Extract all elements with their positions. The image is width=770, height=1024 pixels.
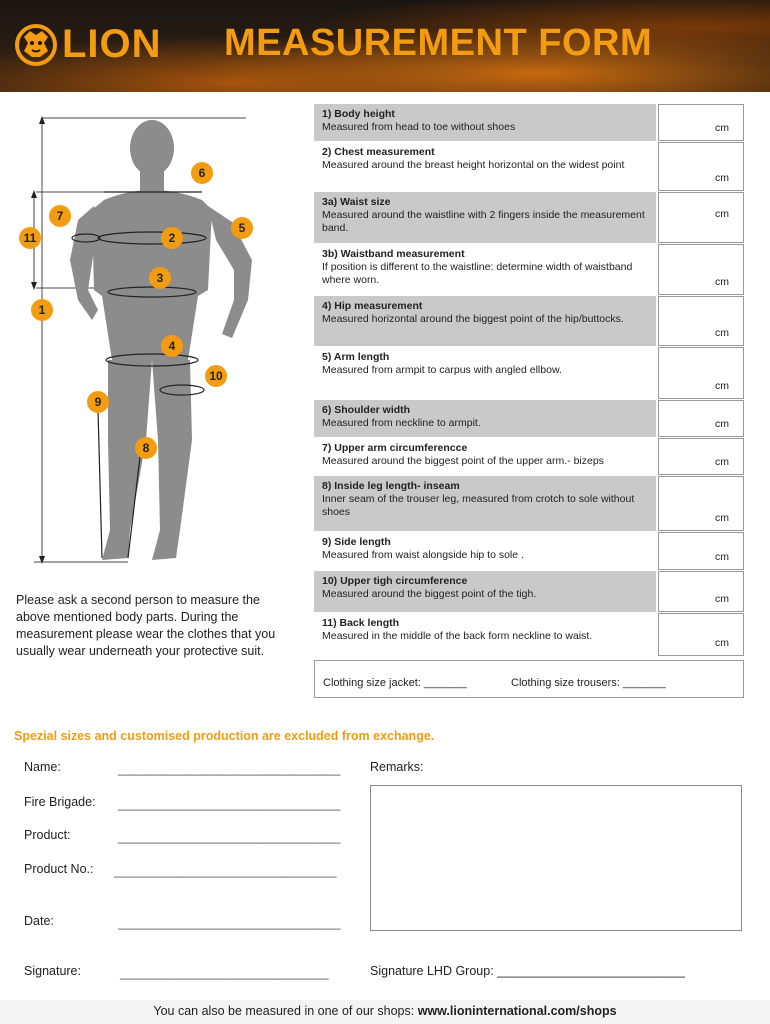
marker-5: [231, 217, 253, 239]
svg-text:6: 6: [198, 166, 206, 180]
name-field[interactable]: ________________________________: [118, 762, 341, 776]
marker-6: [191, 162, 213, 184]
marker-4: [161, 335, 183, 357]
svg-text:11: 11: [23, 231, 37, 245]
page-title: MEASUREMENT FORM: [224, 22, 653, 64]
svg-text:10: 10: [209, 369, 223, 383]
product-field[interactable]: ________________________________: [118, 830, 341, 844]
footer-text: You can also be measured in one of our shops:: [153, 1004, 418, 1018]
exchange-notice: Spezial sizes and customised production are excluded from exchange.: [14, 729, 435, 743]
measurement-input[interactable]: cm: [658, 296, 744, 346]
measurement-input[interactable]: cm: [658, 532, 744, 570]
svg-text:9: 9: [94, 395, 102, 409]
measurement-input[interactable]: cm: [658, 400, 744, 437]
svg-text:8: 8: [142, 441, 150, 455]
marker-7: [49, 205, 71, 227]
marker-11: [19, 227, 41, 249]
body-measurement-figure: [12, 110, 310, 580]
signature-label: Signature:: [24, 964, 81, 978]
header-banner: [0, 0, 770, 92]
body-silhouette: [70, 120, 252, 560]
footer: [0, 1000, 770, 1024]
measurement-row: 7) Upper arm circumferencce Measured around the biggest point of the upper arm.- bizeps cm: [314, 438, 744, 476]
measurement-input[interactable]: cm: [658, 476, 744, 531]
measurement-row: 9) Side length Measured from waist alongside hip to sole . cm: [314, 532, 744, 571]
measurement-row: 11) Back length Measured in the middle of the back form neckline to waist. cm: [314, 613, 744, 657]
date-label: Date:: [24, 914, 54, 928]
logo-text: LION: [62, 22, 162, 66]
measurement-row: 6) Shoulder width Measured from neckline to armpit. cm: [314, 400, 744, 438]
lion-head-icon: [14, 23, 58, 67]
measurement-row: 3b) Waistband measurement If position is different to the waistline: determine width of waistband where worn. cm: [314, 244, 744, 296]
marker-9: [87, 391, 109, 413]
measurement-row: 4) Hip measurement Measured horizontal around the biggest point of the hip/buttocks. cm: [314, 296, 744, 347]
product-no-field[interactable]: ________________________________: [114, 864, 337, 878]
product-label: Product:: [24, 828, 71, 842]
measurement-table: [314, 104, 744, 657]
clothing-size-jacket: Clothing size jacket: _______: [323, 677, 467, 689]
measurement-row: 10) Upper tigh circumference Measured around the biggest point of the tigh. cm: [314, 571, 744, 613]
svg-text:3: 3: [156, 271, 164, 285]
product-no-label: Product No.:: [24, 862, 94, 876]
svg-text:7: 7: [56, 209, 64, 223]
svg-text:5: 5: [238, 221, 246, 235]
measurement-input[interactable]: cm: [658, 244, 744, 295]
clothing-size-box[interactable]: [314, 660, 744, 698]
measurement-row: 1) Body height Measured from head to toe without shoes cm: [314, 104, 744, 142]
marker-2: [161, 227, 183, 249]
measurement-input[interactable]: cm: [658, 347, 744, 399]
measurement-row: 8) Inside leg length- inseam Inner seam of the trouser leg, measured from crotch to sole without shoes cm: [314, 476, 744, 532]
fire-brigade-field[interactable]: ________________________________: [118, 797, 341, 811]
name-label: Name:: [24, 760, 61, 774]
remarks-textarea[interactable]: [370, 785, 742, 931]
measurement-input[interactable]: cm: [658, 142, 744, 191]
svg-text:1: 1: [38, 303, 46, 317]
clothing-size-trousers: Clothing size trousers: _______: [511, 677, 666, 689]
svg-text:2: 2: [168, 231, 176, 245]
fire-brigade-label: Fire Brigade:: [24, 795, 96, 809]
signature-field[interactable]: ______________________________: [120, 966, 329, 980]
measurement-row: 3a) Waist size Measured around the waistline with 2 fingers inside the measurement band. cm: [314, 192, 744, 244]
marker-1: [31, 299, 53, 321]
measurement-input[interactable]: cm: [658, 438, 744, 475]
measurement-input[interactable]: cm: [658, 104, 744, 141]
measurement-input[interactable]: cm: [658, 613, 744, 656]
lion-logo: [14, 22, 162, 67]
measurement-row: 5) Arm length Measured from armpit to carpus with angled ellbow. cm: [314, 347, 744, 400]
marker-3: [149, 267, 171, 289]
marker-10: [205, 365, 227, 387]
date-field[interactable]: ________________________________: [118, 916, 341, 930]
svg-text:4: 4: [168, 339, 176, 353]
measurement-input[interactable]: cm: [658, 571, 744, 612]
measurement-input[interactable]: cm: [658, 192, 744, 243]
signature-lhd-field[interactable]: Signature LHD Group: ___________________________: [370, 964, 685, 978]
marker-8: [135, 437, 157, 459]
shops-link[interactable]: www.lioninternational.com/shops: [417, 1004, 617, 1018]
instructions-text: Please ask a second person to measure the above mentioned body parts. During the measurement please wear the clothes that you usually wear underneath your protective suit.: [16, 593, 276, 658]
measurement-row: 2) Chest measurement Measured around the breast height horizontal on the widest point cm: [314, 142, 744, 192]
remarks-label: Remarks:: [370, 760, 424, 774]
